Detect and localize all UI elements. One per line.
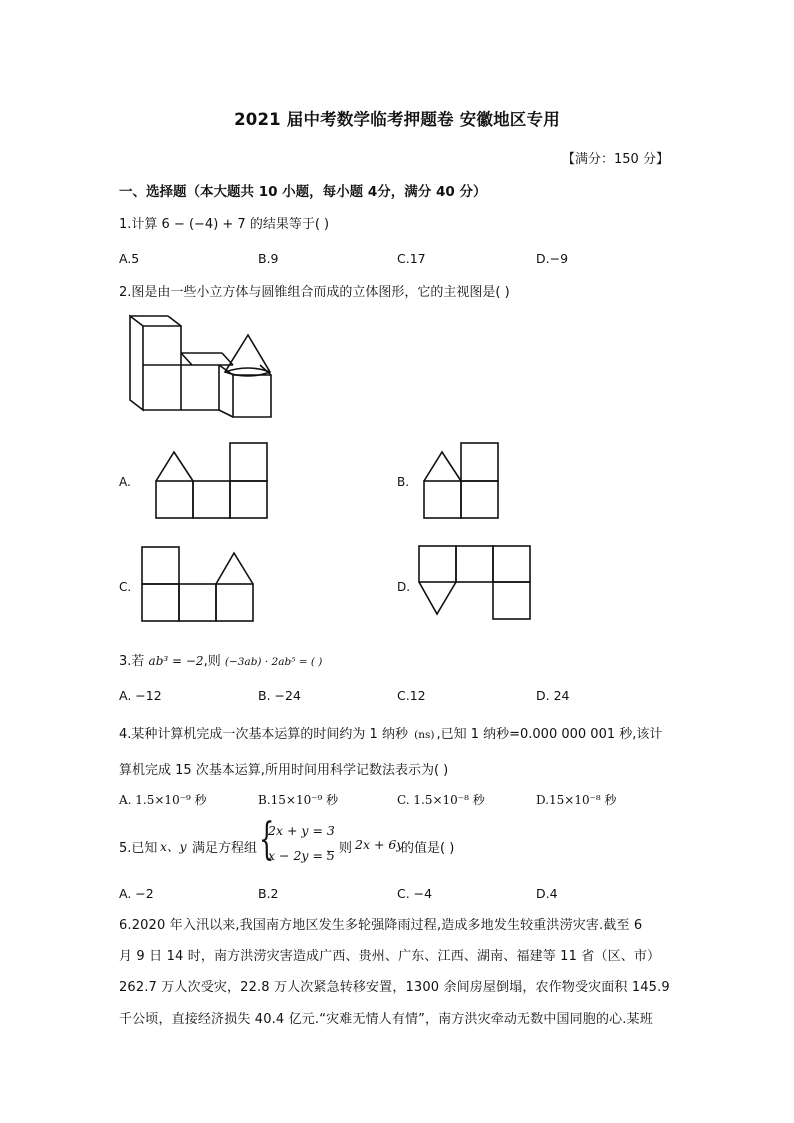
page-title: 2021 届中考数学临考押题卷 安徽地区专用 bbox=[234, 110, 560, 129]
q4-option-a: A. 1.5×10⁻⁹ 秒 bbox=[119, 793, 207, 807]
q5-option-d: D.4 bbox=[536, 886, 558, 901]
q2-option-c-label: C. bbox=[119, 580, 132, 594]
q6-line-1: 6.2020 年入汛以来,我国南方地区发生多轮强降雨过程,造成多地发生较重洪涝灾害.截至 6 bbox=[119, 918, 643, 933]
q1-option-b: B.9 bbox=[258, 251, 279, 266]
q3-option-a: A. −12 bbox=[119, 688, 162, 703]
q5-variables: x、y bbox=[160, 839, 187, 854]
section-heading: 一、选择题（本大题共 10 小题，每小题 4分，满分 40 分） bbox=[119, 184, 487, 200]
q4-option-c: C. 1.5×10⁻⁸ 秒 bbox=[397, 793, 485, 807]
q2-option-a-label: A. bbox=[119, 475, 131, 489]
question-2-stem: 2.图是由一些小立方体与圆锥组合而成的立体图形，它的主视图是( ) bbox=[119, 285, 510, 300]
q4-text-a: 4.某种计算机完成一次基本运算的时间约为 1 纳秒 bbox=[119, 727, 408, 742]
q3-prefix: 3.若 bbox=[119, 654, 145, 669]
q5-stem-d: 的值是( ) bbox=[401, 841, 455, 856]
q5-stem-a: 5.已知 bbox=[119, 841, 158, 856]
q3-condition: ab³ = −2 bbox=[148, 654, 204, 668]
q5-option-c: C. −4 bbox=[397, 886, 433, 901]
q1-option-d: D.−9 bbox=[536, 251, 569, 266]
q5-equation-1: 2x + y = 3 bbox=[268, 823, 335, 838]
q5-equation-2: x − 2y = 5 bbox=[268, 848, 335, 863]
question-4-line-2: 算机完成 15 次基本运算,所用时间用科学记数法表示为( ) bbox=[119, 763, 449, 778]
q5-stem-b: 满足方程组 bbox=[192, 841, 258, 856]
q3-option-d: D. 24 bbox=[536, 688, 570, 703]
q1-option-c: C.17 bbox=[397, 251, 426, 266]
q6-line-4: 千公顷，直接经济损失 40.4 亿元.“灾难无情人有情”，南方洪灾牵动无数中国同胞的心.某班 bbox=[119, 1012, 653, 1027]
question-3-stem bbox=[119, 650, 322, 669]
q2-option-d-label: D. bbox=[397, 580, 411, 594]
q5-option-a: A. −2 bbox=[119, 886, 154, 901]
q4-option-d: D.15×10⁻⁸ 秒 bbox=[536, 793, 617, 807]
q4-option-b: B.15×10⁻⁹ 秒 bbox=[258, 793, 339, 807]
q1-option-a: A.5 bbox=[119, 251, 140, 266]
question-1-stem: 1.计算 6 − (−4) + 7 的结果等于( ) bbox=[119, 217, 330, 232]
q6-line-3: 262.7 万人次受灾，22.8 万人次紧急转移安置，1300 余间房屋倒塌，农作物受灾面积 145.9 bbox=[119, 980, 670, 995]
q4-text-b: ,已知 1 纳秒=0.000 000 001 秒,该计 bbox=[436, 727, 663, 742]
q2-option-b-label: B. bbox=[397, 475, 410, 489]
q5-stem-c: ，则 bbox=[326, 841, 353, 856]
question-4-line-1 bbox=[119, 723, 662, 742]
q4-unit: (ns) bbox=[414, 729, 435, 741]
score-note: 【满分：150 分】 bbox=[562, 152, 669, 167]
q5-brace: { bbox=[259, 814, 275, 865]
q5-option-b: B.2 bbox=[258, 886, 279, 901]
q3-option-b: B. −24 bbox=[258, 688, 301, 703]
q5-target: 2x + 6y bbox=[355, 837, 404, 852]
q3-expression: (−3ab) · 2ab⁵ = ( ) bbox=[224, 656, 323, 668]
q3-mid: ,则 bbox=[203, 654, 221, 669]
q6-line-2: 月 9 日 14 时，南方洪涝灾害造成广西、贵州、广东、江西、湖南、福建等 11 省（区、市） bbox=[119, 949, 661, 964]
q3-option-c: C.12 bbox=[397, 688, 426, 703]
